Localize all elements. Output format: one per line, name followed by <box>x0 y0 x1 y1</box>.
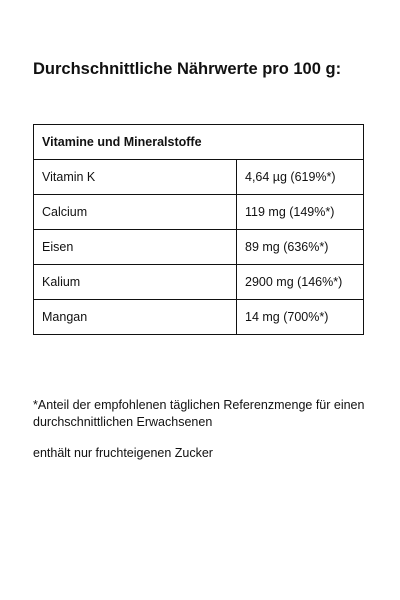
nutrient-name: Vitamin K <box>34 160 237 195</box>
nutrient-value: 4,64 µg (619%*) <box>237 160 364 195</box>
sugar-note: enthält nur fruchteigenen Zucker <box>33 446 213 460</box>
table-row <box>34 195 364 230</box>
nutrient-name: Calcium <box>34 195 237 230</box>
reference-intake-footnote: *Anteil der empfohlenen täglichen Referenzmenge für einen durchschnittlichen Erwachsenen <box>33 398 365 429</box>
nutrient-name: Eisen <box>34 230 237 265</box>
nutrient-name: Mangan <box>34 300 237 335</box>
table-header-row <box>34 125 364 160</box>
table-row <box>34 160 364 195</box>
nutrient-value: 119 mg (149%*) <box>237 195 364 230</box>
table-row <box>34 265 364 300</box>
page-title: Durchschnittliche Nährwerte pro 100 g: <box>33 60 342 78</box>
table-row <box>34 300 364 335</box>
nutrient-value: 2900 mg (146%*) <box>237 265 364 300</box>
nutrient-name: Kalium <box>34 265 237 300</box>
nutrient-value: 14 mg (700%*) <box>237 300 364 335</box>
nutrition-table <box>33 124 364 335</box>
table-header: Vitamine und Mineralstoffe <box>34 125 364 160</box>
nutrient-value: 89 mg (636%*) <box>237 230 364 265</box>
table-row <box>34 230 364 265</box>
